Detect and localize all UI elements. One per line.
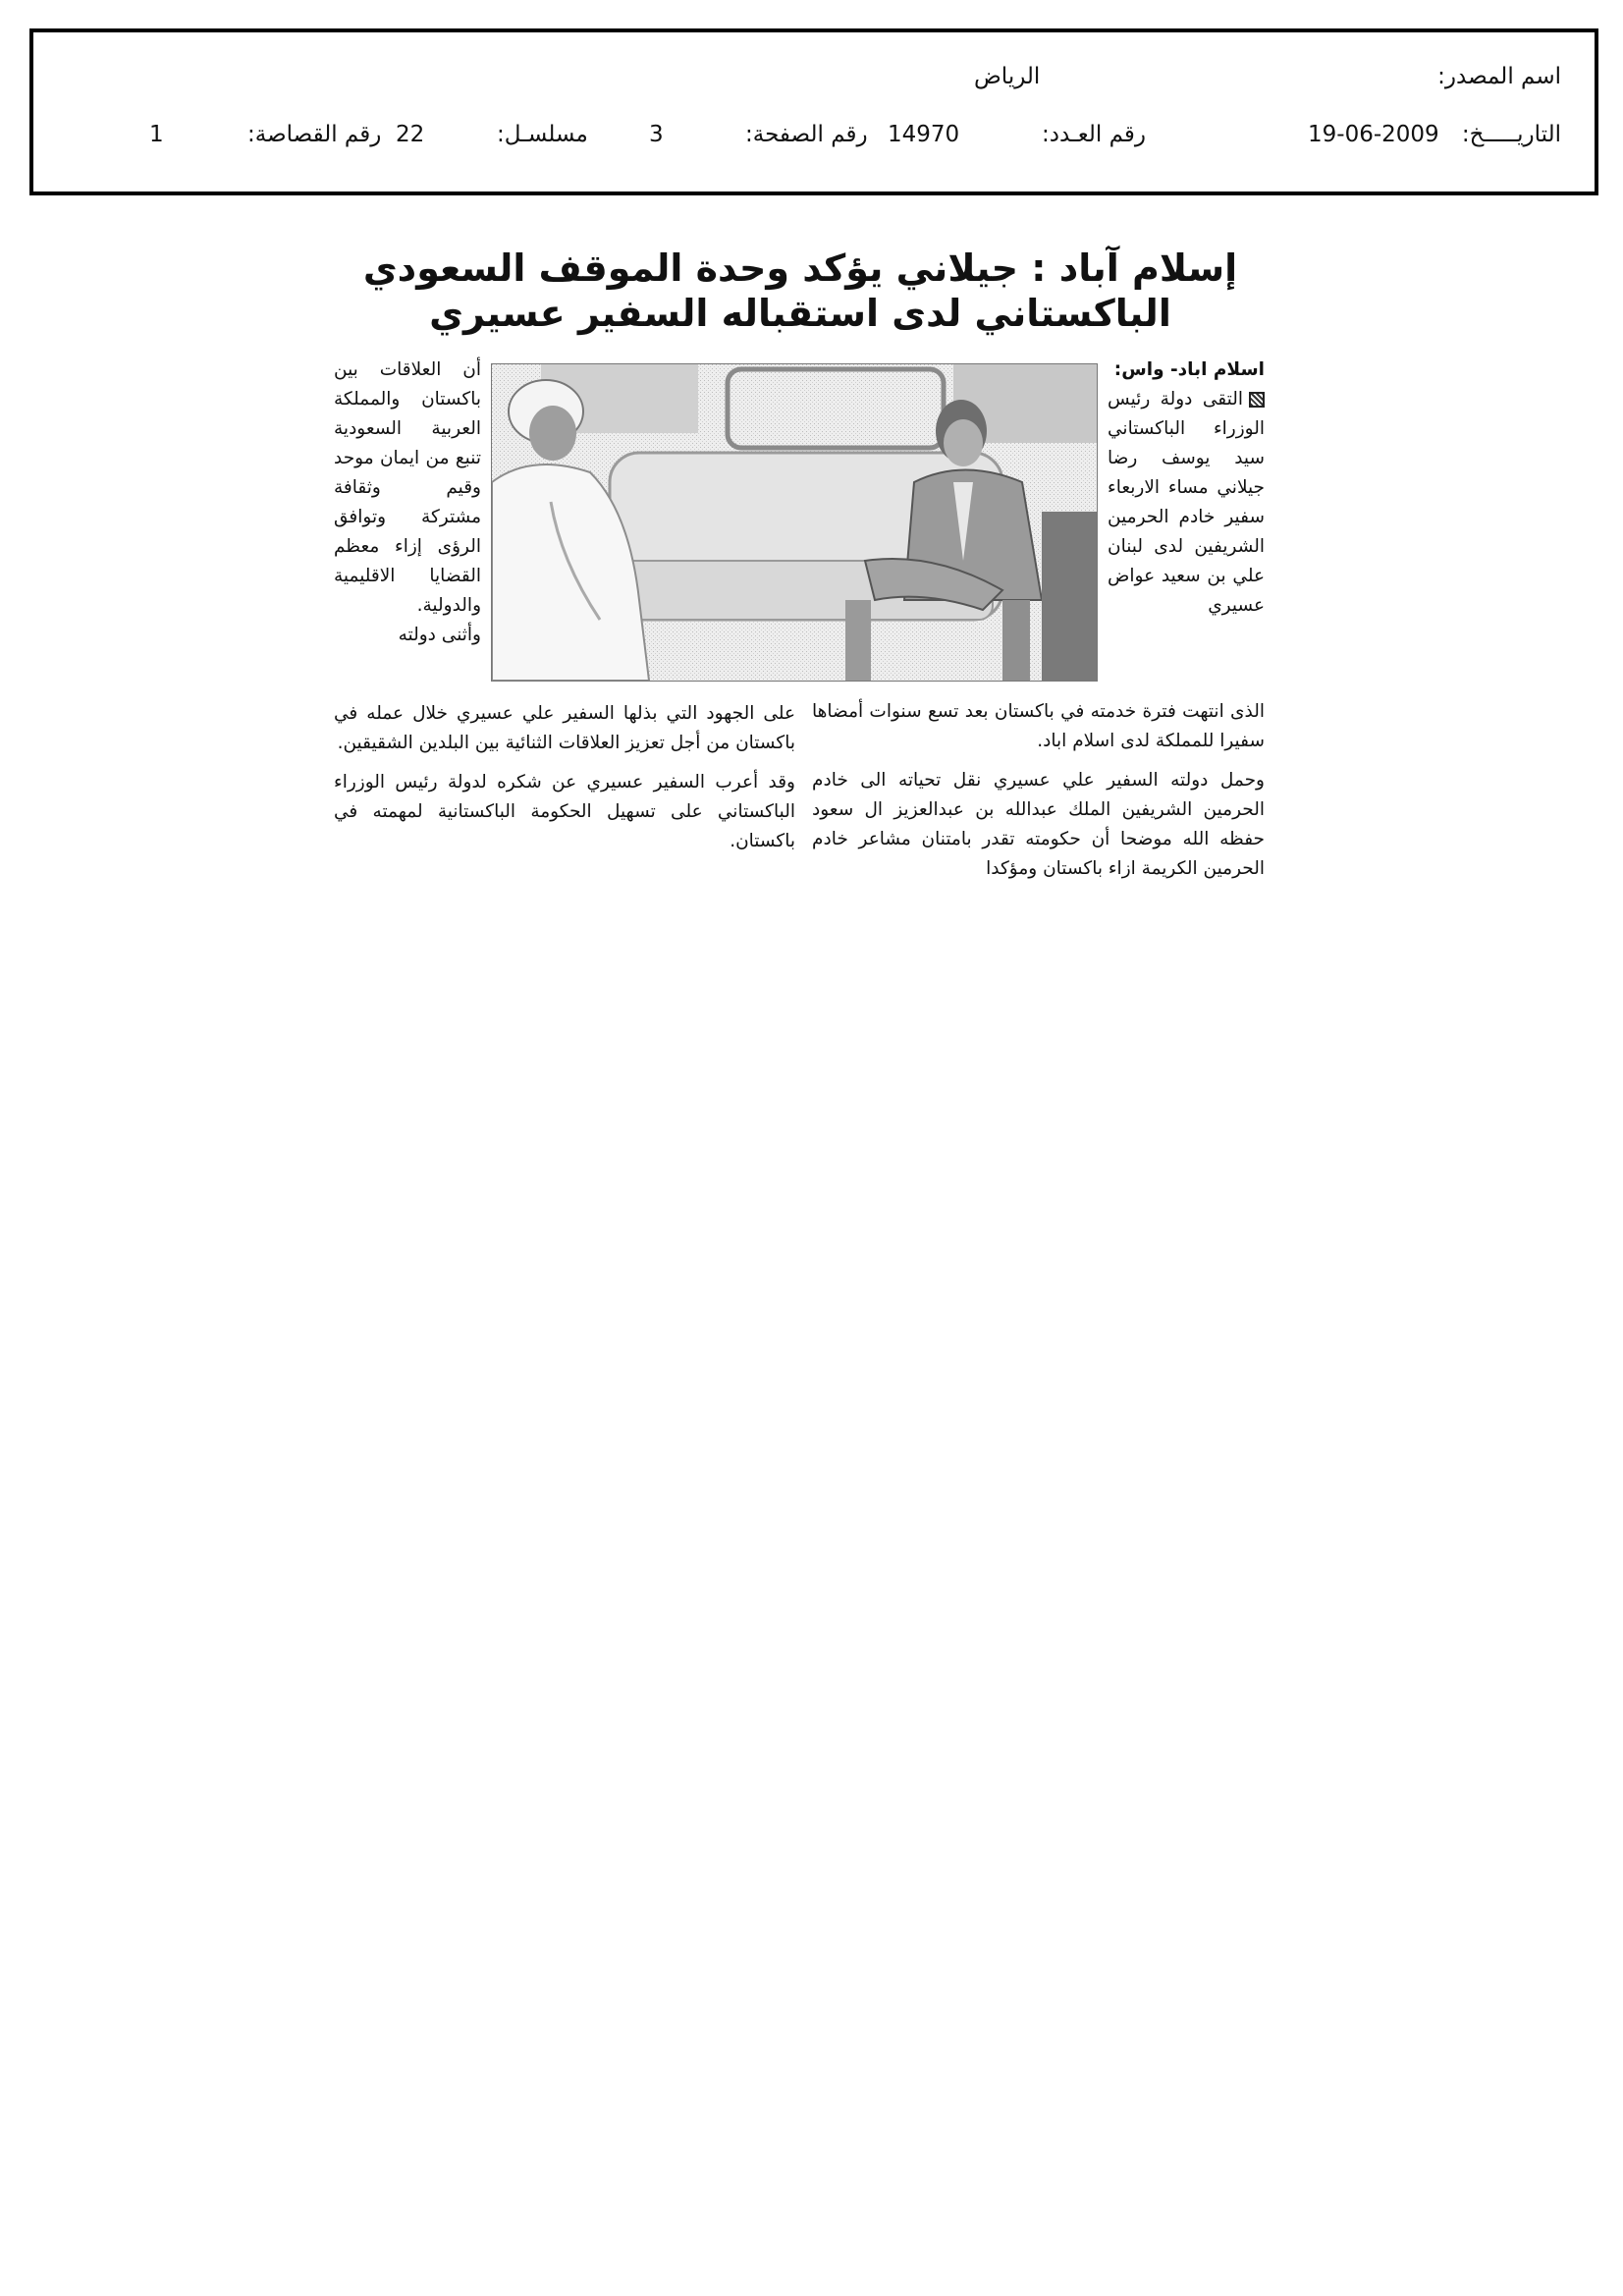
date-value: 19-06-2009 xyxy=(1308,122,1439,147)
clipping-value: 1 xyxy=(149,122,164,147)
article-column-right xyxy=(1108,355,1265,621)
article-dateline: اسلام اباد- واس: xyxy=(1113,359,1265,380)
article-column-bottom-right xyxy=(812,697,1265,884)
article-paragraph: وحمل دولته السفير علي عسيري نقل تحياته الى خادم الحرمين الشريفين الملك عبدالله بن عبدالعزيز ال سعود حفظه الله موضحا أن حكومته تقدر بامتنان مشاعر خادم الحرمين الكريمة ازاء باكستان ومؤكدا xyxy=(812,770,1265,879)
article-headline: إسلام آباد : جيلاني يؤكد وحدة الموقف السعودي الباكستاني لدى استقباله السفير عسيري xyxy=(362,246,1238,335)
news-article xyxy=(334,236,1276,923)
serial-value: 22 xyxy=(396,122,425,147)
issue-label: رقم العـدد: xyxy=(1042,122,1147,147)
meeting-photo-image xyxy=(492,364,1097,681)
page-label: رقم الصفحة: xyxy=(745,122,868,147)
source-label: اسم المصدر: xyxy=(1437,64,1561,89)
article-text-right: التقى دولة رئيس الوزراء الباكستاني سيد يوسف رضا جيلاني مساء الاربعاء سفير خادم الحرمين الشريفين لدى لبنان علي بن سعيد عواض عسيري xyxy=(1108,389,1265,616)
article-column-left xyxy=(334,355,481,650)
article-paragraph: على الجهود التي بذلها السفير علي عسيري خلال عمله في باكستان من أجل تعزيز العلاقات الثنائية بين البلدين الشقيقين. xyxy=(334,703,795,753)
serial-label: مسلسـل: xyxy=(497,122,588,147)
article-column-bottom-left xyxy=(334,699,795,856)
clipping-label: رقم القصاصة: xyxy=(247,122,382,147)
article-text-left-tail: وأثنى دولته xyxy=(398,625,481,645)
source-info-box xyxy=(29,28,1598,195)
page-value: 3 xyxy=(649,122,664,147)
source-value: الرياض xyxy=(974,64,1041,89)
article-paragraph: الذى انتهت فترة خدمته في باكستان بعد تسع سنوات أمضاها سفيرا للمملكة لدى اسلام اباد. xyxy=(812,701,1265,751)
bullet-icon xyxy=(1249,392,1265,408)
article-paragraph: وقد أعرب السفير عسيري عن شكره لدولة رئيس الوزراء الباكستاني على تسهيل الحكومة الباكستانية لمهمته في باكستان. xyxy=(334,772,795,851)
issue-value: 14970 xyxy=(888,122,960,147)
article-photo xyxy=(491,363,1098,682)
date-label: التاريـــــخ: xyxy=(1461,122,1561,147)
article-text-left: أن العلاقات بين باكستان والمملكة العربية السعودية تنبع من ايمان موحد وقيم وثقافة مشتركة وتوافق الرؤى إزاء معظم القضايا الاقليمية والدولية. xyxy=(334,359,481,616)
